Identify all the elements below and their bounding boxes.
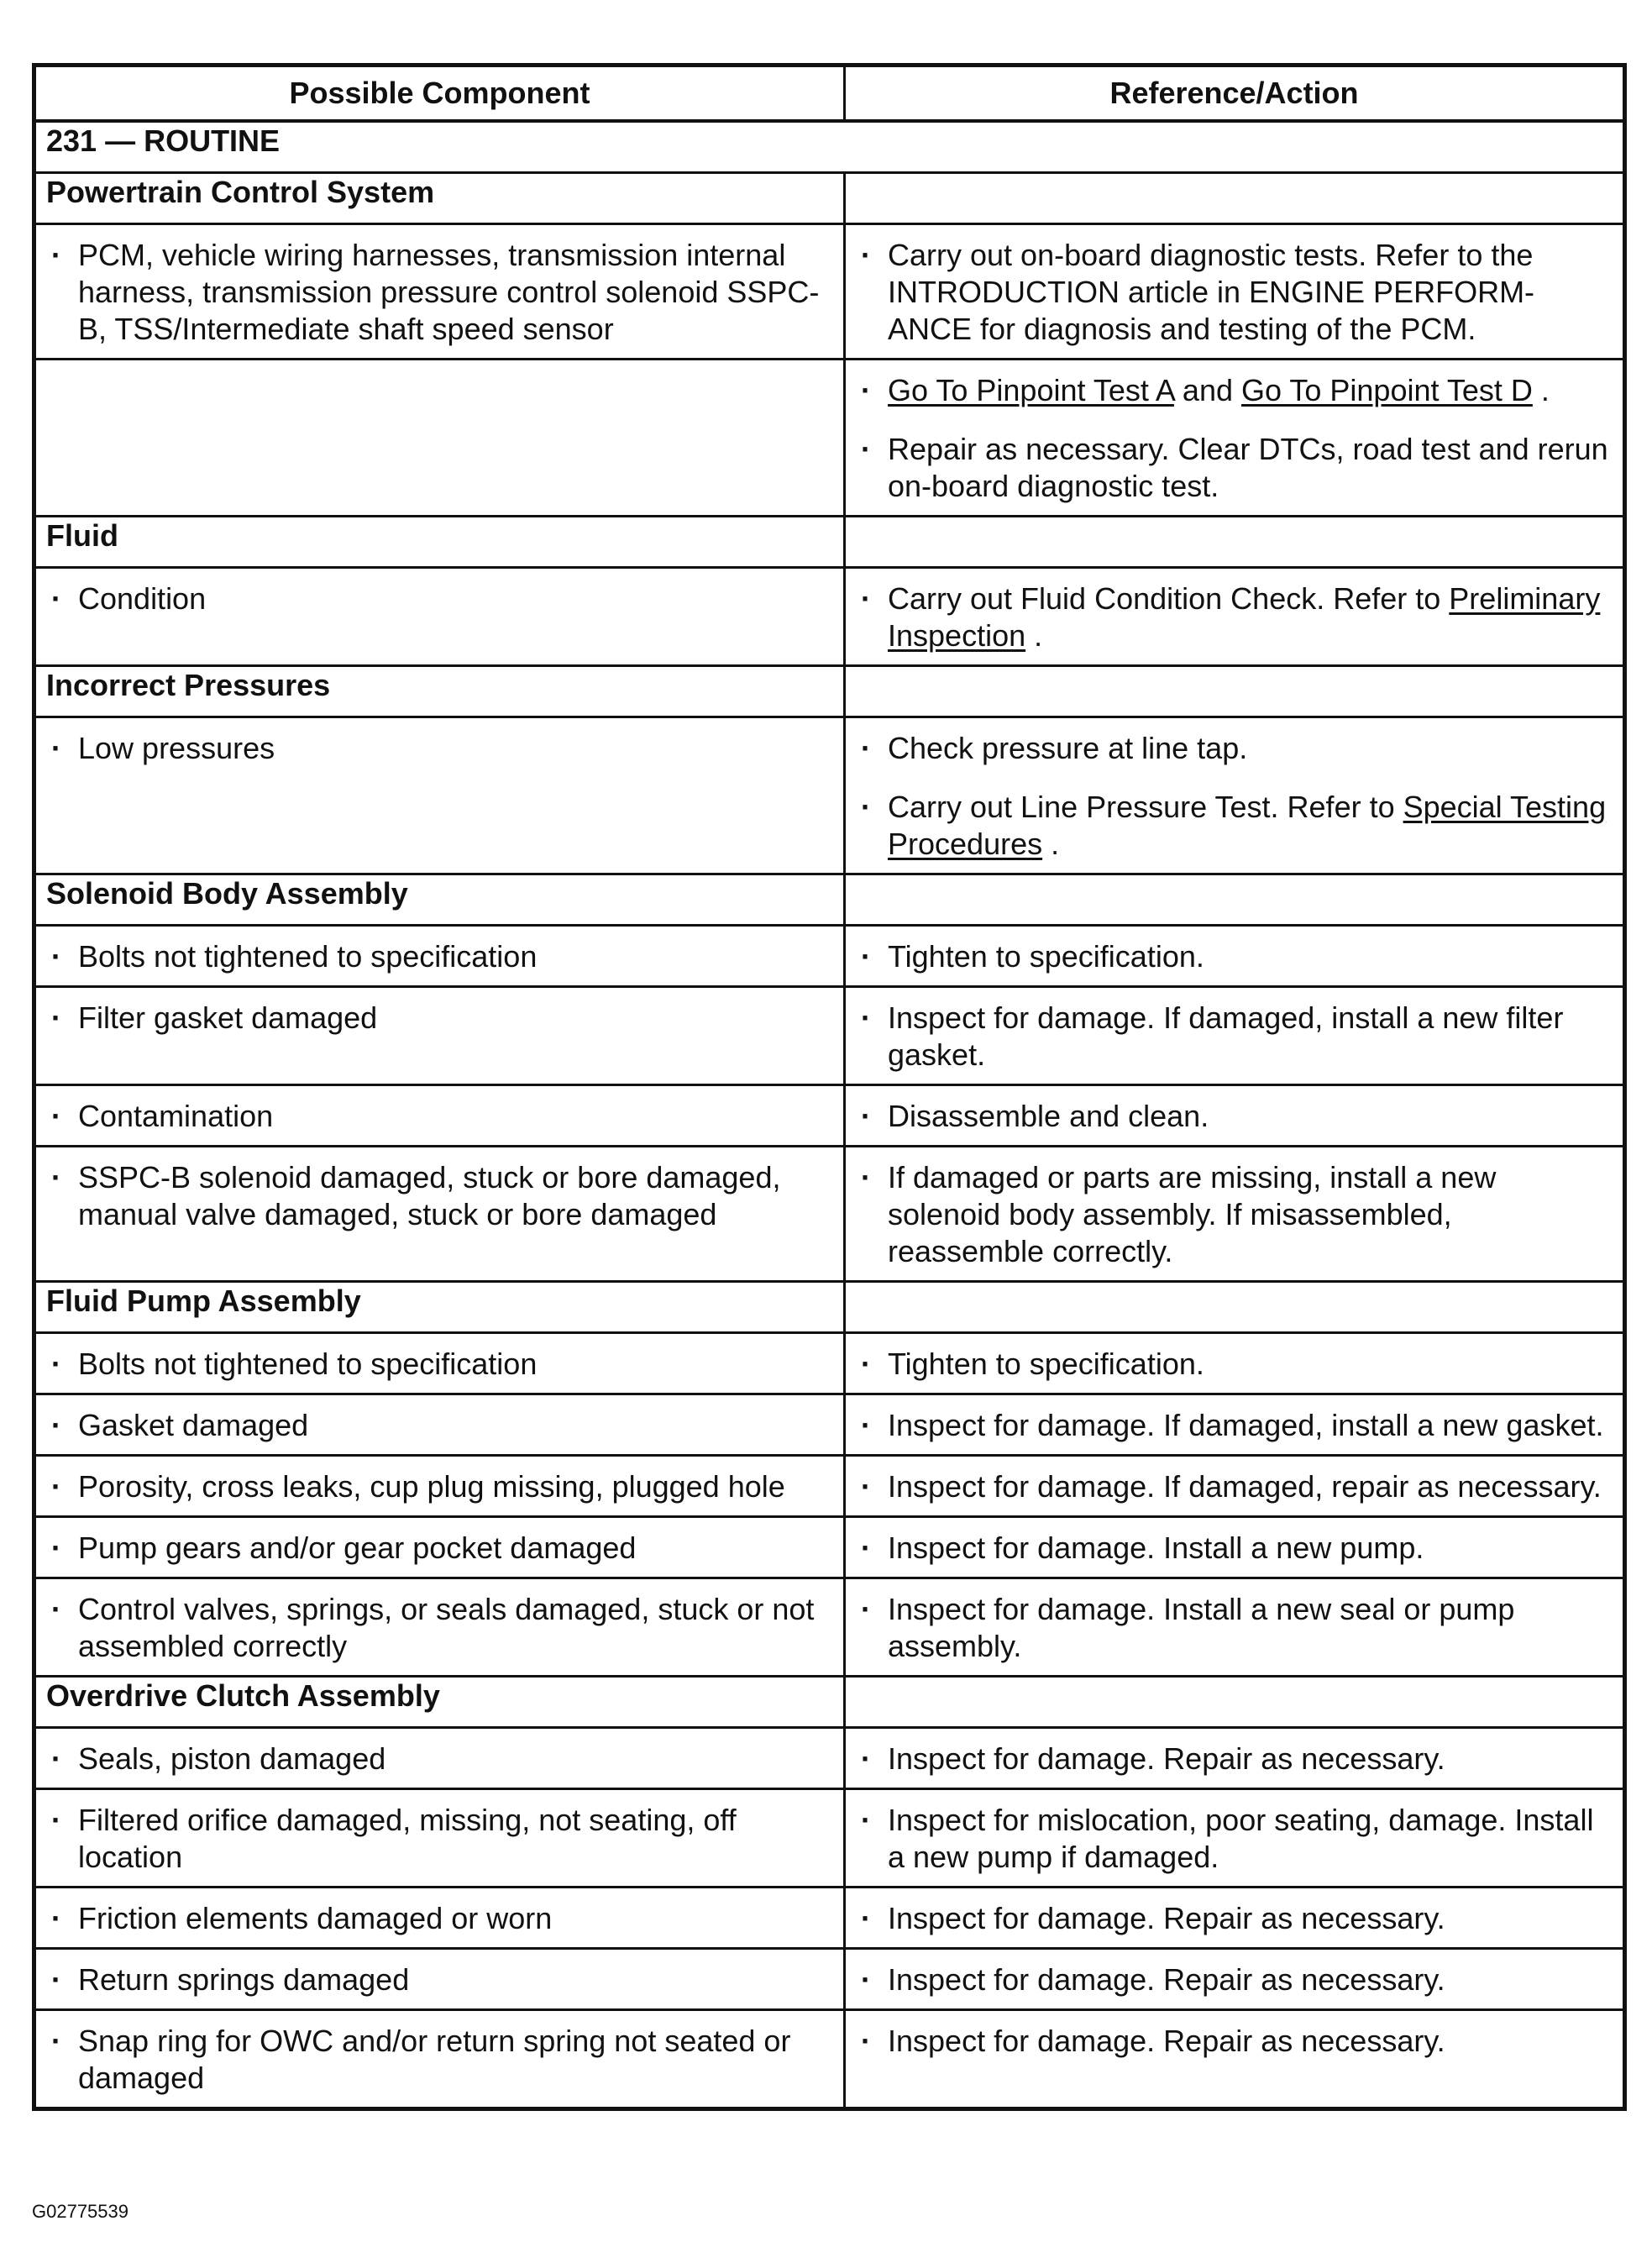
component-cell <box>34 1333 845 1394</box>
component-cell <box>34 926 845 987</box>
action-text-part: Repair as necessary. Clear DTCs, road test and rerun on-board diagnostic test. <box>888 432 1608 503</box>
action-cell <box>845 1456 1625 1517</box>
action-cell <box>845 360 1625 517</box>
table-row <box>34 1147 1625 1282</box>
component-cell <box>34 1394 845 1456</box>
action-text-part: . <box>1532 373 1550 407</box>
action-text <box>846 1518 1623 1577</box>
action-text-part: . <box>1042 827 1060 861</box>
action-text <box>846 419 1623 515</box>
code-title: 231 — ROUTINE <box>46 123 281 158</box>
section-row <box>34 517 1625 568</box>
action-cell <box>845 1789 1625 1888</box>
table-row <box>34 1578 1625 1677</box>
table-row <box>34 1517 1625 1578</box>
component-text: · PCM, vehicle wiring harnesses, transmission internal harness, transmission pressure control solenoid SSPC-B, TSS/Intermediate shaft speed sensor <box>36 225 843 358</box>
action-text-part: Inspect for damage. Repair as necessary. <box>888 2024 1445 2058</box>
header-row <box>34 66 1625 122</box>
action-cell <box>845 2010 1625 2109</box>
component-text: · Friction elements damaged or worn <box>36 1888 843 1947</box>
component-text: · Bolts not tightened to specification <box>36 927 843 985</box>
action-text-part: Inspect for damage. Install a new pump. <box>888 1531 1424 1565</box>
action-text <box>846 225 1623 358</box>
component-cell <box>34 1728 845 1789</box>
action-text-part: Check pressure at line tap. <box>888 731 1248 765</box>
component-text: · Snap ring for OWC and/or return spring not seated or damaged <box>36 2011 843 2107</box>
action-text-part: Carry out Line Pressure Test. Refer to <box>888 790 1403 824</box>
action-cell <box>845 1394 1625 1456</box>
component-cell <box>34 987 845 1085</box>
section-title: Overdrive Clutch Assembly <box>46 1678 440 1713</box>
component-text: · Return springs damaged <box>36 1950 843 2008</box>
section-row <box>34 666 1625 717</box>
action-text <box>846 1334 1623 1393</box>
reference-link[interactable]: Go To Pinpoint Test D <box>1241 373 1533 407</box>
action-text <box>846 360 1623 419</box>
action-text <box>846 569 1623 664</box>
component-cell <box>34 1085 845 1147</box>
action-cell <box>845 1949 1625 2010</box>
table-row <box>34 1789 1625 1888</box>
action-text-part: and <box>1173 373 1241 407</box>
action-text <box>846 1395 1623 1454</box>
header-possible-component: Possible Component <box>34 66 845 122</box>
action-cell <box>845 987 1625 1085</box>
table-row <box>34 1333 1625 1394</box>
reference-link[interactable]: Special Testing Procedures <box>888 790 1607 861</box>
action-cell <box>845 1728 1625 1789</box>
action-text <box>846 2011 1623 2070</box>
component-text: · Condition <box>36 569 843 627</box>
component-cell <box>34 224 845 360</box>
component-text: · Filtered orifice damaged, missing, not seating, off location <box>36 1790 843 1886</box>
table-row <box>34 1085 1625 1147</box>
table-row <box>34 1728 1625 1789</box>
action-cell <box>845 1517 1625 1578</box>
component-cell <box>34 1147 845 1282</box>
action-text-part: Inspect for mislocation, poor seating, damage. Install a new pump if damaged. <box>888 1803 1594 1874</box>
component-cell <box>34 1789 845 1888</box>
component-text <box>36 360 843 382</box>
component-cell <box>34 568 845 666</box>
component-text: · SSPC-B solenoid damaged, stuck or bore damaged, manual valve damaged, stuck or bore damaged <box>36 1147 843 1243</box>
action-text <box>846 1086 1623 1145</box>
diagnosis-table <box>32 63 1627 2111</box>
component-cell <box>34 1578 845 1677</box>
reference-link[interactable]: Preliminary Inspection <box>888 581 1601 653</box>
table-row <box>34 224 1625 360</box>
action-text-part: Disassemble and clean. <box>888 1099 1209 1133</box>
section-row <box>34 1282 1625 1333</box>
table-row <box>34 987 1625 1085</box>
action-text-part: Inspect for damage. Repair as necessary. <box>888 1741 1445 1776</box>
action-text-part: Inspect for damage. Repair as necessary. <box>888 1901 1445 1935</box>
component-text: · Contamination <box>36 1086 843 1145</box>
section-title: Incorrect Pressures <box>46 668 331 702</box>
action-cell <box>845 1333 1625 1394</box>
component-cell <box>34 1456 845 1517</box>
section-title: Solenoid Body Assembly <box>46 876 408 911</box>
action-cell <box>845 1085 1625 1147</box>
action-cell <box>845 926 1625 987</box>
component-text: · Bolts not tightened to specification <box>36 1334 843 1393</box>
component-text: · Filter gasket damaged <box>36 988 843 1047</box>
table-row <box>34 926 1625 987</box>
action-cell <box>845 717 1625 874</box>
component-text: · Seals, piston damaged <box>36 1729 843 1788</box>
component-text: · Gasket damaged <box>36 1395 843 1454</box>
component-cell <box>34 1517 845 1578</box>
action-text-part: . <box>1025 618 1043 653</box>
section-row <box>34 173 1625 224</box>
action-text-part: If damaged or parts are missing, install a new solenoid body assembly. If misassembled, reassemble correctly. <box>888 1160 1497 1268</box>
component-cell <box>34 1888 845 1949</box>
action-cell <box>845 1147 1625 1282</box>
component-text: · Pump gears and/or gear pocket damaged <box>36 1518 843 1577</box>
table-row <box>34 360 1625 517</box>
action-text <box>846 777 1623 873</box>
header-reference-action: Reference/Action <box>845 66 1625 122</box>
component-text: · Porosity, cross leaks, cup plug missing, plugged hole <box>36 1457 843 1515</box>
action-text-part: Carry out on-board diagnostic tests. Refer to the INTRODUCTION article in ENGINE PERFORM-ANCE for diagnosis and testing of the PCM. <box>888 238 1535 346</box>
action-text-part: Tighten to specification. <box>888 939 1204 974</box>
action-text <box>846 718 1623 777</box>
component-cell <box>34 360 845 517</box>
table-row <box>34 2010 1625 2109</box>
reference-link[interactable]: Go To Pinpoint Test A <box>888 373 1174 407</box>
action-cell <box>845 1888 1625 1949</box>
section-row <box>34 1677 1625 1728</box>
action-cell <box>845 224 1625 360</box>
action-text-part: Inspect for damage. If damaged, install a new gasket. <box>888 1408 1604 1442</box>
section-row <box>34 874 1625 926</box>
action-text-part: Inspect for damage. If damaged, repair as necessary. <box>888 1469 1602 1504</box>
action-cell <box>845 568 1625 666</box>
table-row <box>34 1394 1625 1456</box>
table-row <box>34 1949 1625 2010</box>
code-row <box>34 121 1625 173</box>
table-row <box>34 717 1625 874</box>
figure-id: G02775539 <box>32 2201 128 2222</box>
component-text: · Low pressures <box>36 718 843 777</box>
action-cell <box>845 1578 1625 1677</box>
table-row <box>34 1456 1625 1517</box>
table-row <box>34 1888 1625 1949</box>
action-text <box>846 1950 1623 2008</box>
action-text <box>846 1790 1623 1886</box>
component-cell <box>34 2010 845 2109</box>
component-cell <box>34 717 845 874</box>
action-text-part: Carry out Fluid Condition Check. Refer to <box>888 581 1450 616</box>
section-title: Fluid <box>46 518 118 553</box>
action-text <box>846 1729 1623 1788</box>
component-cell <box>34 1949 845 2010</box>
action-text <box>846 988 1623 1084</box>
action-text-part: Inspect for damage. If damaged, install a new filter gasket. <box>888 1000 1564 1072</box>
component-text: · Control valves, springs, or seals damaged, stuck or not assembled correctly <box>36 1579 843 1675</box>
section-title: Fluid Pump Assembly <box>46 1284 361 1318</box>
action-text <box>846 1579 1623 1675</box>
action-text-part: Inspect for damage. Repair as necessary. <box>888 1962 1445 1997</box>
section-title: Powertrain Control System <box>46 175 435 209</box>
action-text <box>846 927 1623 985</box>
action-text <box>846 1457 1623 1515</box>
action-text-part: Tighten to specification. <box>888 1347 1204 1381</box>
table-row <box>34 568 1625 666</box>
action-text-part: Inspect for damage. Install a new seal or pump assembly. <box>888 1592 1515 1663</box>
action-text <box>846 1888 1623 1947</box>
action-text <box>846 1147 1623 1280</box>
